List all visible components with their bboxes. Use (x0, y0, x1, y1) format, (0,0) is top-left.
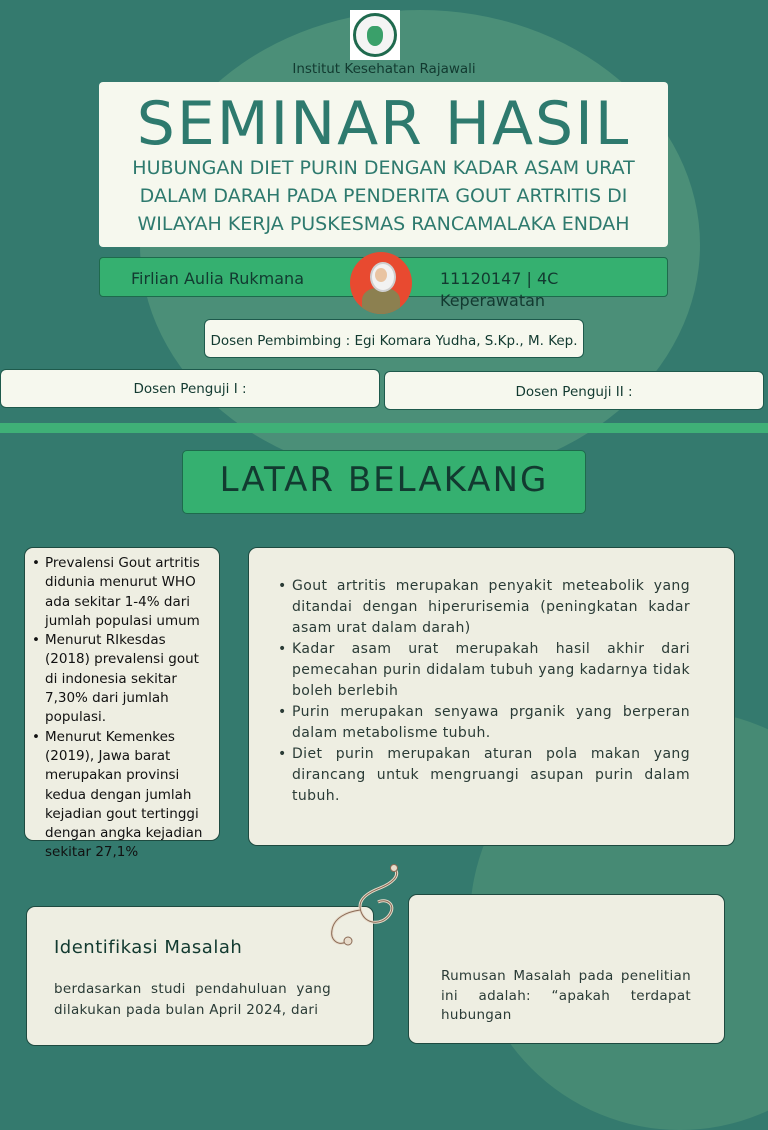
identification-title: Identifikasi Masalah (54, 937, 243, 958)
research-title: HUBUNGAN DIET PURIN DENGAN KADAR ASAM URAT DALAM DARAH PADA PENDERITA GOUT ARTRITIS DI WILAYAH KERJA PUSKESMAS RANCAMALAKA ENDAH (132, 157, 635, 235)
list-item: • Menurut Kemenkes (2019), Jawa barat merupakan provinsi kedua dengan jumlah kejadian gout tertinggi dengan angka kejadian sekitar 27,1% (27, 728, 209, 863)
title-card (99, 82, 668, 247)
presenter-name: Firlian Aulia Rukmana (131, 269, 304, 288)
prevalence-list (27, 554, 209, 863)
list-item: • Purin merupakan senyawa prganik yang berperan dalam metabolisme tubuh. (278, 702, 690, 744)
background-heading: LATAR BELAKANG (219, 460, 549, 500)
examiner-1-box (0, 369, 380, 408)
list-item: • Gout artritis merupakan penyakit meteabolik yang ditandai dengan hiperurisemia (peningkatan kadar asam urat dalam darah) (278, 576, 690, 639)
list-item: • Prevalensi Gout artritis didunia menurut WHO ada sekitar 1-4% dari jumlah populasi umum (27, 554, 209, 631)
supervisor-box (204, 319, 584, 358)
prevalence-card (24, 547, 220, 861)
definition-list (278, 576, 690, 807)
supervisor-text: Dosen Pembimbing : Egi Komara Yudha, S.Kp., M. Kep. (210, 333, 578, 349)
institute-logo-icon (350, 10, 400, 60)
definition-card (248, 547, 735, 846)
stethoscope-icon (320, 862, 404, 948)
presenter-photo-icon (350, 252, 412, 314)
seminar-title: SEMINAR HASIL (136, 89, 631, 159)
examiner-2-text: Dosen Penguji II : (515, 384, 633, 400)
list-item: • Menurut RIkesdas (2018) prevalensi gout di indonesia sekitar 7,30% dari jumlah populasi. (27, 631, 209, 727)
institute-name: Institut Kesehatan Rajawali (292, 61, 476, 77)
examiner-1-text: Dosen Penguji I : (133, 381, 247, 397)
section-divider (0, 423, 768, 433)
identification-text: berdasarkan studi pendahuluan yang dilakukan pada bulan April 2024, dari (54, 981, 331, 1018)
examiner-2-box (384, 371, 764, 410)
presenter-id-class: 11120147 | 4C Keperawatan (440, 269, 559, 310)
formulation-text: Rumusan Masalah pada penelitian ini adalah: “apakah terdapat hubungan (441, 968, 691, 1023)
list-item: • Diet purin merupakan aturan pola makan yang dirancang untuk mengruangi asupan purin dalam tubuh. (278, 744, 690, 807)
list-item: • Kadar asam urat merupakah hasil akhir dari pemecahan purin didalam tubuh yang kadarnya tidak boleh berlebih (278, 639, 690, 702)
